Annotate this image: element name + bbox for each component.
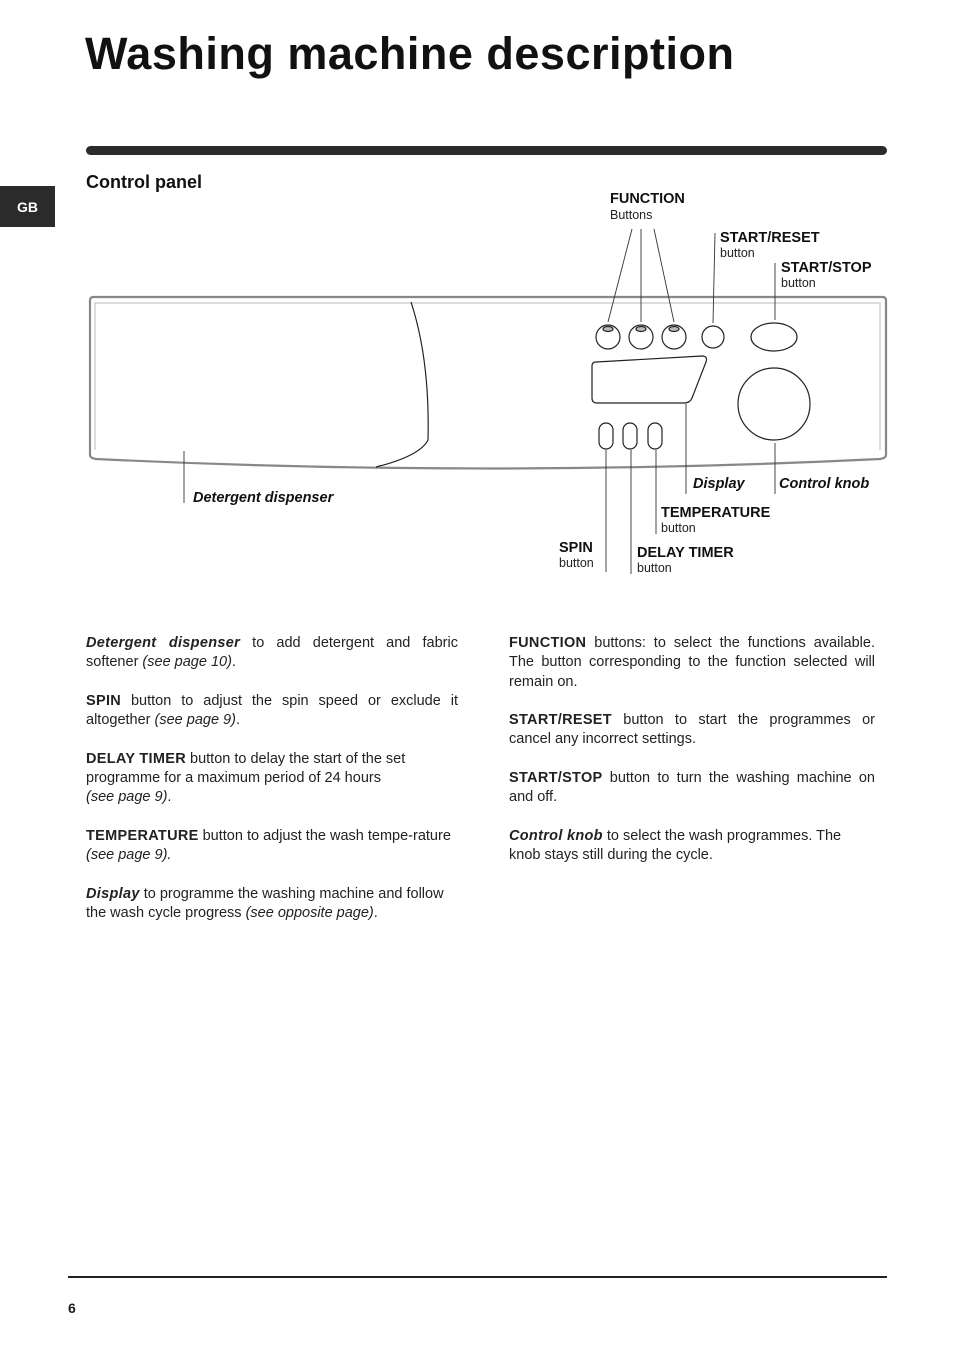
label-temperature-sub: button [661, 521, 696, 535]
label-start-reset-sub: button [720, 246, 755, 260]
label-start-reset: START/RESET [720, 230, 820, 246]
label-delay-timer-sub: button [637, 561, 672, 575]
panel-outline [90, 297, 886, 469]
language-tab: GB [0, 186, 55, 227]
delay-timer-button [623, 423, 637, 449]
label-control-knob: Control knob [779, 476, 870, 492]
leader-function-1 [608, 229, 632, 322]
label-start-stop-sub: button [781, 276, 816, 290]
descriptions-right [509, 634, 875, 885]
temperature-button [648, 423, 662, 449]
function-led-3 [669, 327, 679, 332]
label-function-sub: Buttons [610, 208, 653, 222]
leader-function-3 [654, 229, 674, 322]
label-start-stop: START/STOP [781, 260, 872, 276]
display-window [592, 356, 707, 403]
descriptions-left [86, 634, 458, 943]
desc-temperature: TEMPERATURE button to adjust the wash tempe-rature (see page 9). [86, 827, 451, 864]
function-led-1 [603, 327, 613, 332]
desc-display: Display to programme the washing machine and follow the wash cycle progress (see opposite page). [86, 885, 444, 922]
label-delay-timer: DELAY TIMER [637, 545, 734, 561]
control-panel-diagram [0, 0, 954, 620]
desc-spin: SPIN button to adjust the spin speed or exclude it altogether (see page 9). [86, 692, 458, 729]
start-reset-button [702, 326, 724, 348]
start-stop-button [751, 323, 797, 351]
desc-control-knob: Control knob to select the wash programmes. The knob stays still during the cycle. [509, 827, 842, 864]
page-number: 6 [68, 1300, 76, 1316]
label-function: FUNCTION [610, 191, 685, 207]
function-led-2 [636, 327, 646, 332]
label-spin-sub: button [559, 556, 594, 570]
desc-delay-timer: DELAY TIMER button to delay the start of the set programme for a maximum period of 24 hours (see page 9). [86, 750, 406, 806]
desc-start-stop: START/STOP button to turn the washing machine on and off. [509, 770, 875, 806]
page-title: Washing machine description [85, 28, 735, 79]
desc-function: FUNCTION buttons: to select the functions available. The button corresponding to the function selected will remain on. [509, 635, 875, 690]
label-detergent-dispenser: Detergent dispenser [193, 490, 334, 506]
dispenser-drawer-edge [376, 302, 428, 467]
desc-detergent-dispenser: Detergent dispenser to add detergent and fabric softener (see page 10). [86, 635, 458, 671]
label-temperature: TEMPERATURE [661, 505, 771, 521]
footer-rule [68, 1276, 887, 1278]
label-display: Display [693, 476, 745, 492]
spin-button [599, 423, 613, 449]
leader-start-reset [713, 233, 715, 323]
section-title: Control panel [86, 172, 202, 192]
label-spin: SPIN [559, 540, 593, 556]
desc-start-reset: START/RESET button to start the programmes or cancel any incorrect settings. [509, 712, 875, 748]
control-knob [738, 368, 810, 440]
